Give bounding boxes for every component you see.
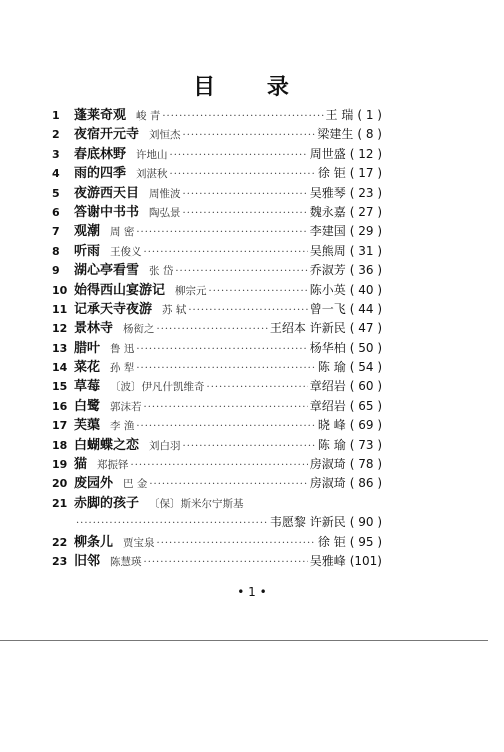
entry-page: ( 65 ) bbox=[349, 398, 382, 413]
entry-translator: 徐 钜 bbox=[317, 534, 346, 549]
page-number: • 1 • bbox=[237, 585, 267, 599]
entry-number: 5 bbox=[52, 186, 60, 200]
entry-author: 〔波〕伊凡什凯维奇 bbox=[110, 381, 205, 394]
entry-number: 4 bbox=[52, 167, 60, 181]
entry-number: 16 bbox=[52, 399, 68, 413]
entry-author: 刘湛秋 bbox=[136, 168, 168, 181]
toc-entry bbox=[52, 145, 382, 164]
entry-page: ( 31 ) bbox=[349, 243, 382, 258]
entry-author: 周 密 bbox=[110, 226, 135, 239]
entry-number: 18 bbox=[52, 438, 68, 452]
entry-title: 夜宿开元寺 bbox=[74, 127, 140, 143]
entry-author: 郑振铎 bbox=[97, 459, 129, 472]
entry-translator: 陈 瑜 bbox=[317, 437, 346, 452]
entry-translator: 周世盛 bbox=[309, 146, 346, 161]
entry-title: 蓬莱奇观 bbox=[74, 108, 127, 123]
entry-page: ( 90 ) bbox=[349, 515, 382, 530]
entry-title: 雨的四季 bbox=[74, 166, 127, 182]
entry-author: 柳宗元 bbox=[175, 284, 207, 297]
entry-number: 15 bbox=[52, 380, 68, 394]
entry-number: 11 bbox=[52, 302, 68, 316]
entry-author: 刘恒杰 bbox=[149, 129, 181, 142]
entry-number: 14 bbox=[52, 361, 68, 375]
dot-leader bbox=[144, 553, 308, 572]
entry-title: 始得西山宴游记 bbox=[74, 282, 166, 298]
toc-entry-continued bbox=[52, 513, 382, 532]
entry-author: 杨衒之 bbox=[123, 323, 155, 336]
entry-author: 郭沫若 bbox=[110, 400, 142, 413]
entry-title: 废园外 bbox=[74, 476, 114, 492]
entry-title: 赤脚的孩子 bbox=[74, 495, 140, 511]
toc-entry bbox=[52, 397, 382, 416]
toc-entry bbox=[52, 319, 382, 338]
entry-author: 刘白羽 bbox=[149, 439, 181, 452]
entry-page: ( 73 ) bbox=[349, 437, 382, 452]
entry-title: 记承天寺夜游 bbox=[74, 301, 153, 317]
table-of-contents bbox=[52, 106, 382, 571]
entry-number: 22 bbox=[52, 535, 68, 549]
dot-leader bbox=[131, 456, 308, 475]
toc-entry bbox=[52, 300, 382, 319]
entry-translator: 曾一飞 bbox=[309, 301, 346, 316]
entry-title: 白鹭 bbox=[74, 398, 101, 414]
entry-translator: 韦愿黎 许新民 bbox=[269, 515, 346, 530]
entry-page: ( 8 ) bbox=[357, 127, 382, 142]
entry-page: ( 12 ) bbox=[349, 146, 382, 161]
entry-title: 柳条儿 bbox=[74, 534, 114, 550]
entry-title: 腊叶 bbox=[74, 340, 101, 356]
toc-entry bbox=[52, 164, 382, 183]
entry-translator: 乔淑芳 bbox=[309, 263, 346, 278]
entry-author: 李 渔 bbox=[110, 420, 135, 433]
entry-author: 孙 犁 bbox=[110, 362, 135, 375]
entry-title: 白蝴蝶之恋 bbox=[74, 437, 140, 453]
toc-entry bbox=[52, 358, 382, 377]
entry-number: 8 bbox=[52, 244, 60, 258]
entry-number: 21 bbox=[52, 496, 68, 510]
entry-translator: 房淑琦 bbox=[309, 476, 346, 491]
entry-author: 苏 轼 bbox=[162, 303, 187, 316]
entry-page: ( 78 ) bbox=[349, 457, 382, 472]
entry-page: ( 95 ) bbox=[349, 534, 382, 549]
entry-title: 春底林野 bbox=[74, 146, 127, 162]
entry-title: 夜游西天目 bbox=[74, 185, 140, 201]
entry-page: ( 1 ) bbox=[357, 108, 382, 122]
toc-entry bbox=[52, 203, 382, 222]
entry-page: (101) bbox=[349, 553, 382, 568]
toc-entry bbox=[52, 494, 382, 513]
dot-leader bbox=[157, 534, 316, 553]
dot-leader bbox=[188, 301, 307, 320]
entry-translator: 吴雅琴 bbox=[309, 185, 346, 200]
entry-page: ( 44 ) bbox=[349, 301, 382, 316]
toc-entry bbox=[52, 125, 382, 144]
entry-number: 17 bbox=[52, 419, 68, 433]
entry-author: 〔保〕斯米尔宁斯基 bbox=[149, 497, 244, 510]
dot-leader bbox=[144, 243, 308, 262]
entry-title: 湖心亭看雪 bbox=[74, 263, 140, 279]
entry-translator: 晓 峰 bbox=[317, 418, 346, 433]
entry-page: ( 69 ) bbox=[349, 418, 382, 433]
dot-leader bbox=[209, 282, 308, 301]
entry-author: 王俊义 bbox=[110, 245, 142, 258]
entry-number: 10 bbox=[52, 283, 68, 297]
entry-page: ( 86 ) bbox=[349, 476, 382, 491]
entry-page: ( 40 ) bbox=[349, 282, 382, 297]
entry-translator: 房淑琦 bbox=[309, 457, 346, 472]
entry-author: 张 岱 bbox=[149, 265, 174, 278]
toc-entry bbox=[52, 339, 382, 358]
dot-leader bbox=[183, 126, 316, 145]
entry-page: ( 23 ) bbox=[349, 185, 382, 200]
entry-title: 答谢中书书 bbox=[74, 204, 140, 220]
entry-number: 12 bbox=[52, 322, 68, 336]
toc-entry bbox=[52, 222, 382, 241]
toc-entry bbox=[52, 281, 382, 300]
entry-translator: 杨华柏 bbox=[309, 340, 346, 355]
entry-number: 19 bbox=[52, 458, 68, 472]
dot-leader bbox=[207, 378, 308, 397]
entry-page: ( 54 ) bbox=[349, 360, 382, 375]
toc-entry bbox=[52, 436, 382, 455]
entry-translator: 王绍本 许新民 bbox=[269, 321, 346, 336]
toc-entry bbox=[52, 552, 382, 571]
dot-leader bbox=[136, 359, 316, 378]
page-title: 目 录 bbox=[193, 74, 311, 100]
entry-author: 鲁 迅 bbox=[110, 342, 135, 355]
dot-leader bbox=[149, 475, 307, 494]
entry-page: ( 36 ) bbox=[349, 263, 382, 278]
toc-entry bbox=[52, 455, 382, 474]
entry-translator: 陈小英 bbox=[309, 282, 346, 297]
entry-number: 13 bbox=[52, 341, 68, 355]
entry-translator: 章绍岩 bbox=[309, 398, 346, 413]
dot-leader bbox=[136, 417, 316, 436]
entry-author: 陈慧瑛 bbox=[110, 555, 142, 568]
entry-number: 3 bbox=[52, 147, 60, 161]
entry-page: ( 17 ) bbox=[349, 166, 382, 181]
entry-translator: 魏永嘉 bbox=[309, 204, 346, 219]
entry-number: 2 bbox=[52, 128, 60, 142]
entry-title: 草莓 bbox=[74, 379, 101, 395]
toc-entry bbox=[52, 261, 382, 280]
entry-author: 峻 青 bbox=[136, 110, 161, 122]
dot-leader bbox=[162, 107, 323, 126]
dot-leader bbox=[136, 223, 307, 242]
entry-translator: 吴熊周 bbox=[309, 243, 346, 258]
dot-leader bbox=[183, 437, 316, 456]
toc-entry bbox=[52, 106, 382, 125]
entry-page: ( 27 ) bbox=[349, 204, 382, 219]
divider-line bbox=[0, 640, 488, 641]
toc-entry bbox=[52, 416, 382, 435]
entry-page: ( 29 ) bbox=[349, 224, 382, 239]
entry-title: 旧邻 bbox=[74, 553, 101, 569]
entry-translator: 吴雅峰 bbox=[309, 553, 346, 568]
dot-leader bbox=[183, 204, 308, 223]
entry-number: 7 bbox=[52, 225, 60, 239]
entry-author: 贾宝泉 bbox=[123, 536, 155, 549]
dot-leader bbox=[175, 262, 307, 281]
entry-title: 芙蕖 bbox=[74, 418, 101, 434]
entry-translator: 徐 钜 bbox=[317, 166, 346, 181]
entry-author: 周惟波 bbox=[149, 187, 181, 200]
dot-leader bbox=[157, 320, 268, 339]
toc-entry bbox=[52, 242, 382, 261]
entry-number: 1 bbox=[52, 109, 60, 122]
entry-translator: 陈 瑜 bbox=[317, 360, 346, 375]
toc-entry bbox=[52, 377, 382, 396]
entry-page: ( 60 ) bbox=[349, 379, 382, 394]
entry-number: 9 bbox=[52, 264, 60, 278]
toc-entry bbox=[52, 474, 382, 493]
entry-author: 许地山 bbox=[136, 148, 168, 161]
entry-title: 景林寺 bbox=[74, 321, 114, 337]
entry-title: 猫 bbox=[74, 457, 88, 473]
entry-title: 菜花 bbox=[74, 360, 101, 376]
dot-leader bbox=[136, 340, 307, 359]
entry-page: ( 50 ) bbox=[349, 340, 382, 355]
dot-leader bbox=[144, 398, 308, 417]
entry-title: 观潮 bbox=[74, 224, 101, 240]
entry-title: 听雨 bbox=[74, 243, 101, 259]
entry-page: ( 47 ) bbox=[349, 321, 382, 336]
toc-entry bbox=[52, 533, 382, 552]
entry-translator: 梁建生 bbox=[317, 127, 354, 142]
entry-translator: 王 瑞 bbox=[325, 108, 354, 122]
entry-translator: 章绍岩 bbox=[309, 379, 346, 394]
entry-number: 20 bbox=[52, 477, 68, 491]
dot-leader bbox=[76, 514, 268, 533]
entry-number: 6 bbox=[52, 205, 60, 219]
dot-leader bbox=[170, 146, 308, 165]
dot-leader bbox=[170, 165, 316, 184]
entry-number: 23 bbox=[52, 554, 68, 568]
toc-entry bbox=[52, 184, 382, 203]
entry-author: 陶弘景 bbox=[149, 206, 181, 219]
entry-author: 巴 金 bbox=[123, 478, 148, 491]
dot-leader bbox=[183, 185, 308, 204]
entry-translator: 李建国 bbox=[309, 224, 346, 239]
